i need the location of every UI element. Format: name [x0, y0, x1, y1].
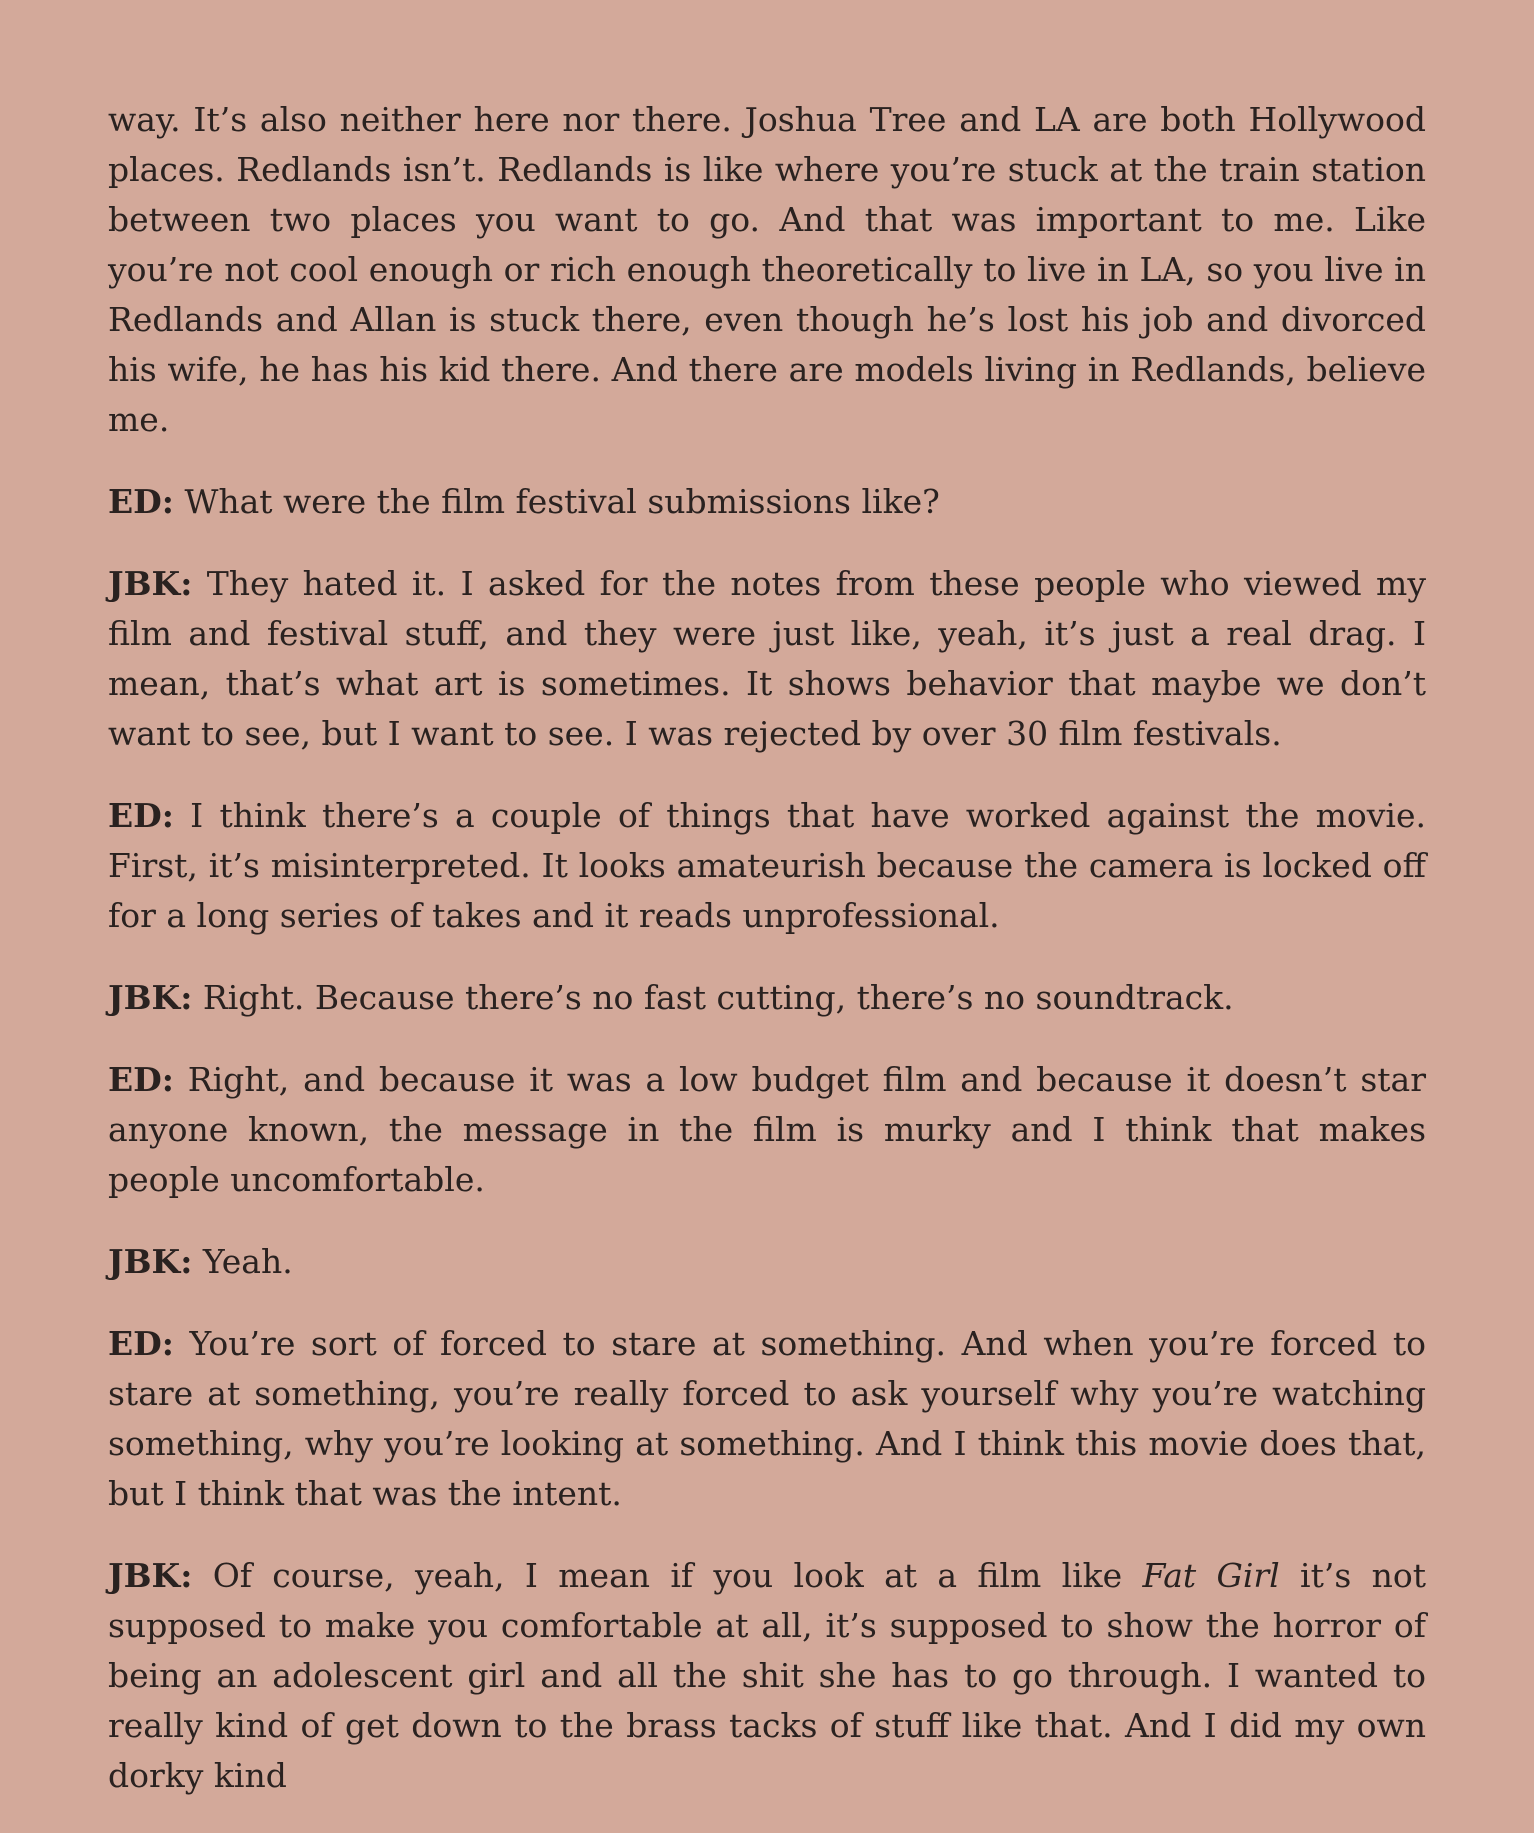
speaker-label: JBK:: [108, 1242, 193, 1281]
interview-page: [108, 95, 1426, 1833]
paragraph-text: Of course, yeah, I mean if you look at a film like: [192, 1556, 1143, 1595]
speaker-label: ED:: [108, 796, 174, 835]
paragraph-text: Right, and because it was a low budget film and because it doesn’t star anyone known, the message in the film is murky and I think that makes people uncomfortable.: [108, 1060, 1426, 1199]
paragraph-8: [108, 1319, 1426, 1519]
paragraph-text: You’re sort of forced to stare at something. And when you’re forced to stare at something, you’re really forced to ask yourself why you’re watching something, why you’re looking at something. And I think this movie does that, but I think that was the intent.: [108, 1324, 1426, 1513]
paragraph-text: it’s not supposed to make you comfortable at all, it’s supposed to show the horror of being an adolescent girl and all the shit she has to go through. I wanted to really kind of get down to the brass tacks of stuff like that. And I did my own dorky kind: [108, 1556, 1426, 1795]
paragraph-3: [108, 559, 1426, 759]
paragraph-text: I think there’s a couple of things that have worked against the movie. First, it’s misinterpreted. It looks amateurish because the camera is locked off for a long series of takes and it reads unprofessional.: [108, 796, 1426, 935]
paragraph-7: [108, 1237, 1426, 1287]
speaker-label: JBK:: [108, 978, 193, 1017]
paragraph-text: What were the film festival submissions like?: [173, 482, 940, 521]
paragraph-1: [108, 95, 1426, 445]
speaker-label: ED:: [108, 1324, 174, 1363]
paragraph-text: Yeah.: [192, 1242, 293, 1281]
speaker-label: ED:: [108, 1060, 174, 1099]
paragraph-2: [108, 477, 1426, 527]
speaker-label: ED:: [108, 482, 174, 521]
speaker-label: JBK:: [108, 564, 193, 603]
paragraph-text: Right. Because there’s no fast cutting, there’s no soundtrack.: [192, 978, 1234, 1017]
paragraph-5: [108, 973, 1426, 1023]
paragraph-6: [108, 1055, 1426, 1205]
film-title: Fat Girl: [1142, 1556, 1280, 1595]
paragraph-9: [108, 1551, 1426, 1801]
speaker-label: JBK:: [108, 1556, 193, 1595]
paragraph-4: [108, 791, 1426, 941]
paragraph-text: way. It’s also neither here nor there. Joshua Tree and LA are both Hollywood places. Redlands isn’t. Redlands is like where you’re stuck at the train station between two places you want to go. And that was important to me. Like you’re not cool enough or rich enough theoretically to live in LA, so you live in Redlands and Allan is stuck there, even though he’s lost his job and divorced his wife, he has his kid there. And there are models living in Redlands, believe me.: [108, 100, 1426, 439]
paragraph-text: They hated it. I asked for the notes from these people who viewed my film and festival stuff, and they were just like, yeah, it’s just a real drag. I mean, that’s what art is sometimes. It shows behavior that maybe we don’t want to see, but I want to see. I was rejected by over 30 film festivals.: [108, 564, 1426, 753]
